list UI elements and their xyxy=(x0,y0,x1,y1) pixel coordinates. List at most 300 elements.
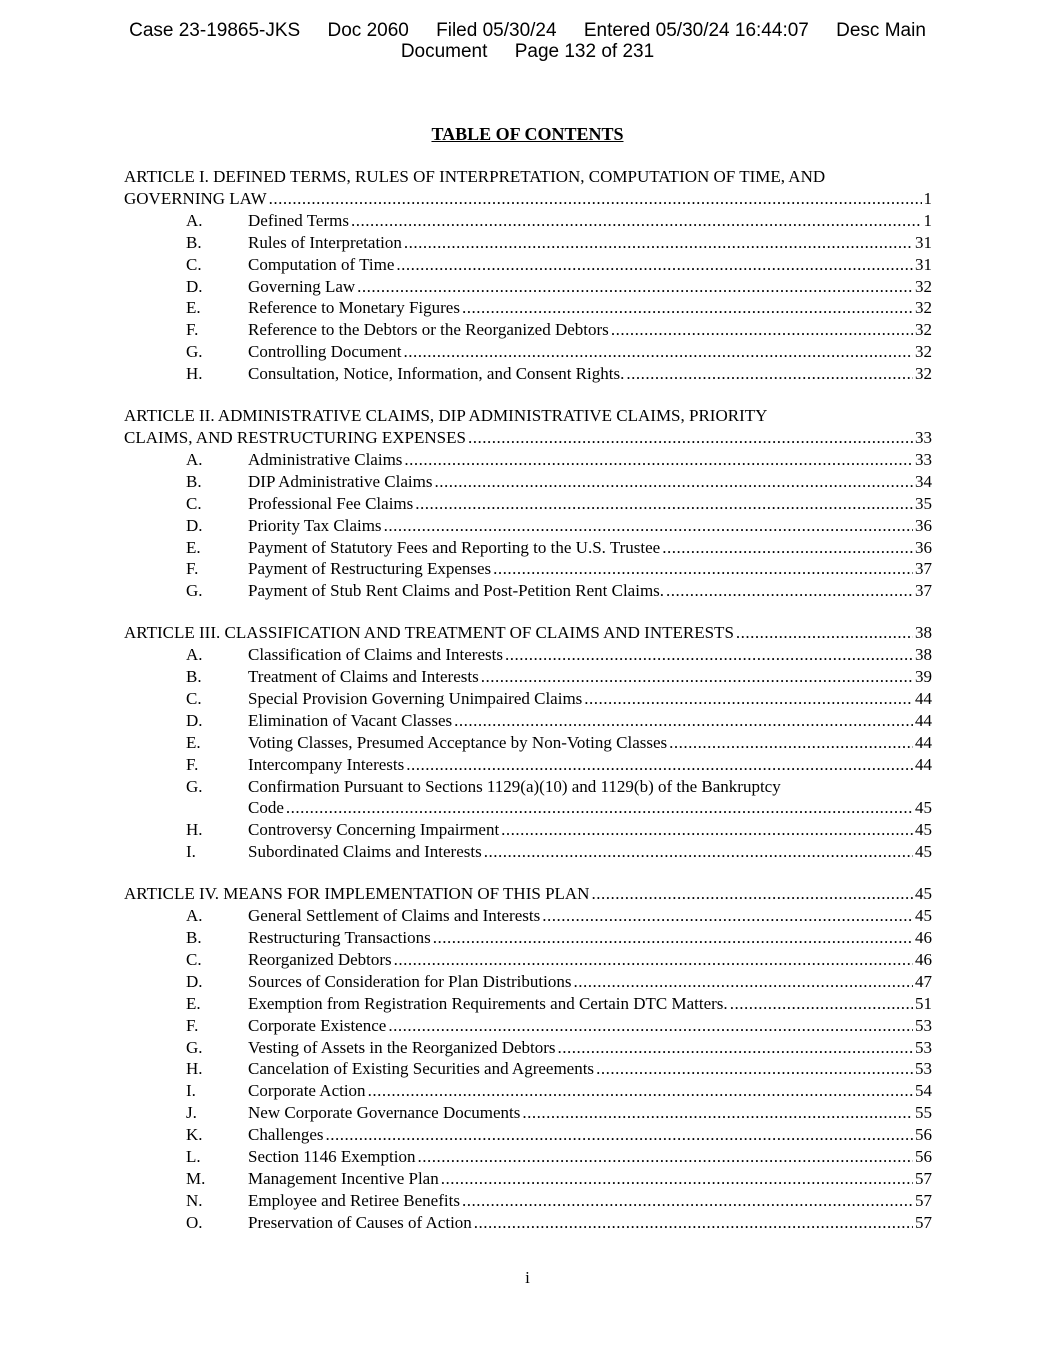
article-title: CLAIMS, AND RESTRUCTURING EXPENSES xyxy=(124,427,466,447)
section-letter: J. xyxy=(186,1103,197,1123)
article-page: 1 xyxy=(923,188,932,208)
section-letter: H. xyxy=(186,364,203,384)
section-letter: A. xyxy=(186,449,203,469)
toc-section-entry[interactable] xyxy=(124,493,932,515)
section-page: 32 xyxy=(915,342,932,362)
section-letter: F. xyxy=(186,754,199,774)
toc-title: TABLE OF CONTENTS xyxy=(431,124,624,144)
dot-leader xyxy=(730,993,913,1015)
filing-header-line-2 xyxy=(0,41,1055,62)
section-letter: D. xyxy=(186,710,203,730)
section-title: Exemption from Registration Requirements and Certain DTC Matters. xyxy=(248,993,728,1013)
dot-leader xyxy=(462,297,913,319)
section-line xyxy=(248,819,932,841)
dot-leader xyxy=(501,819,913,841)
section-page: 36 xyxy=(915,515,932,535)
section-page: 57 xyxy=(915,1190,932,1210)
toc-section-entry[interactable] xyxy=(124,1190,932,1212)
dot-leader xyxy=(394,949,913,971)
section-page: 32 xyxy=(915,276,932,296)
section-line xyxy=(248,515,932,537)
dot-leader xyxy=(591,883,913,905)
dot-leader xyxy=(558,1037,913,1059)
section-page: 53 xyxy=(915,1059,932,1079)
section-page: 53 xyxy=(915,1037,932,1057)
section-body xyxy=(248,710,932,732)
toc-section-entry[interactable] xyxy=(124,341,932,363)
article-heading[interactable] xyxy=(124,427,932,449)
section-body xyxy=(248,363,932,385)
dot-leader xyxy=(434,471,913,493)
section-body xyxy=(248,449,932,471)
section-title: Reference to the Debtors or the Reorganized Debtors xyxy=(248,320,609,340)
toc-section-entry[interactable] xyxy=(124,754,932,776)
section-body xyxy=(248,1037,932,1059)
section-body xyxy=(248,493,932,515)
section-letter: C. xyxy=(186,949,202,969)
toc-section-entry[interactable] xyxy=(124,232,932,254)
dot-leader xyxy=(368,1080,913,1102)
toc-section-entry[interactable] xyxy=(124,971,932,993)
section-title: Employee and Retiree Benefits xyxy=(248,1190,460,1210)
toc-article xyxy=(124,405,932,602)
toc-section-entry[interactable] xyxy=(124,276,932,298)
section-title: Controversy Concerning Impairment xyxy=(248,820,500,840)
document-label: Document xyxy=(400,41,488,62)
toc-section-entry[interactable] xyxy=(124,1015,932,1037)
dot-leader xyxy=(417,1146,913,1168)
section-letter: D. xyxy=(186,971,203,991)
dot-leader xyxy=(433,927,913,949)
section-page: 54 xyxy=(915,1081,932,1101)
toc-article xyxy=(124,622,932,863)
toc-section-entry[interactable] xyxy=(124,949,932,971)
section-line xyxy=(248,1080,932,1102)
toc-section-entry[interactable] xyxy=(124,297,932,319)
section-line xyxy=(248,797,932,819)
section-letter: C. xyxy=(186,688,202,708)
toc-article xyxy=(124,883,932,1234)
section-letter: K. xyxy=(186,1125,203,1145)
section-page: 35 xyxy=(915,493,932,513)
section-page: 57 xyxy=(915,1212,932,1232)
toc-section-entry[interactable] xyxy=(124,580,932,602)
section-page: 36 xyxy=(915,537,932,557)
section-body xyxy=(248,232,932,254)
section-letter: F. xyxy=(186,320,199,340)
filing-header-line-1 xyxy=(0,20,1055,41)
toc-section-entry[interactable] xyxy=(124,1168,932,1190)
section-line xyxy=(248,1058,932,1080)
toc-section-entry[interactable] xyxy=(124,515,932,537)
section-body xyxy=(248,1080,932,1102)
section-title: Restructuring Transactions xyxy=(248,928,431,947)
section-line xyxy=(248,254,932,276)
section-letter: E. xyxy=(186,732,201,752)
section-line xyxy=(248,537,932,559)
toc-section-entry[interactable] xyxy=(124,644,932,666)
toc-section-entry[interactable] xyxy=(124,666,932,688)
doc-number: Doc 2060 xyxy=(327,20,409,41)
toc-section-entry[interactable] xyxy=(124,841,932,863)
toc-section-entry[interactable] xyxy=(124,993,932,1015)
dot-leader xyxy=(396,254,913,276)
toc-section-entry[interactable] xyxy=(124,449,932,471)
toc-section-entry[interactable] xyxy=(124,558,932,580)
section-letter: D. xyxy=(186,276,203,296)
section-letter: A. xyxy=(186,210,203,230)
page-of-total: Page 132 of 231 xyxy=(514,41,655,62)
section-letter: F. xyxy=(186,1015,199,1035)
section-body xyxy=(248,1058,932,1080)
section-line xyxy=(248,493,932,515)
dot-leader xyxy=(404,232,913,254)
section-page: 31 xyxy=(915,254,932,274)
section-page: 46 xyxy=(915,928,932,947)
section-title: Preservation of Causes of Action xyxy=(248,1212,472,1232)
section-body xyxy=(248,1190,932,1212)
section-page: 37 xyxy=(915,559,932,579)
section-page: 32 xyxy=(915,364,932,384)
section-line xyxy=(248,1190,932,1212)
section-letter: I. xyxy=(186,1081,196,1101)
section-title: Payment of Stub Rent Claims and Post-Petition Rent Claims. xyxy=(248,581,665,601)
dot-leader xyxy=(441,1168,913,1190)
section-letter: M. xyxy=(186,1168,206,1188)
article-heading-line: ARTICLE I. DEFINED TERMS, RULES OF INTERPRETATION, COMPUTATION OF TIME, AND xyxy=(124,167,826,186)
section-line xyxy=(248,580,932,602)
section-title: Vesting of Assets in the Reorganized Debtors xyxy=(248,1037,556,1057)
section-title: Payment of Restructuring Expenses xyxy=(248,559,492,579)
dot-leader xyxy=(406,754,913,776)
dot-leader xyxy=(454,710,913,732)
section-body xyxy=(248,993,932,1015)
dot-leader xyxy=(584,688,913,710)
section-title: Rules of Interpretation xyxy=(248,232,402,252)
section-page: 53 xyxy=(915,1015,932,1035)
section-line xyxy=(248,732,932,754)
section-body xyxy=(248,644,932,666)
dot-leader xyxy=(384,515,913,537)
section-letter: A. xyxy=(186,906,203,926)
section-letter: C. xyxy=(186,254,202,274)
section-body xyxy=(248,732,932,754)
section-line xyxy=(248,993,932,1015)
dot-leader xyxy=(481,666,913,688)
section-line xyxy=(248,319,932,341)
section-line xyxy=(248,666,932,688)
section-letter: O. xyxy=(186,1212,203,1232)
section-body xyxy=(248,254,932,276)
section-title: Code xyxy=(248,798,284,818)
toc-section-entry[interactable] xyxy=(124,1037,932,1059)
section-body xyxy=(248,580,932,602)
section-page: 56 xyxy=(915,1147,932,1167)
section-line xyxy=(248,754,932,776)
section-title: Subordinated Claims and Interests xyxy=(248,842,482,862)
article-heading-line: ARTICLE II. ADMINISTRATIVE CLAIMS, DIP ADMINISTRATIVE CLAIMS, PRIORITY xyxy=(124,406,768,426)
toc-section-entry[interactable] xyxy=(124,732,932,754)
case-number: Case 23-19865-JKS xyxy=(129,20,301,41)
section-page: 44 xyxy=(915,710,932,730)
section-page: 45 xyxy=(915,820,932,840)
section-body xyxy=(248,515,932,537)
toc-section-entry[interactable] xyxy=(124,819,932,841)
dot-leader xyxy=(462,1190,913,1212)
section-page: 47 xyxy=(915,971,932,991)
article-heading[interactable] xyxy=(124,622,932,644)
section-page: 51 xyxy=(915,993,932,1013)
section-body xyxy=(248,666,932,688)
dot-leader xyxy=(596,1058,913,1080)
section-letter: E. xyxy=(186,537,201,557)
section-body xyxy=(248,776,932,820)
section-title: Treatment of Claims and Interests xyxy=(248,667,479,687)
page-number: i xyxy=(525,1268,530,1287)
section-page: 37 xyxy=(915,581,932,601)
dot-leader xyxy=(522,1102,913,1124)
section-page: 45 xyxy=(915,842,932,862)
section-line xyxy=(248,558,932,580)
section-body xyxy=(248,297,932,319)
section-line xyxy=(248,644,932,666)
section-letter: E. xyxy=(186,298,201,318)
section-page: 38 xyxy=(915,645,932,665)
dot-leader xyxy=(357,276,913,298)
section-title: Priority Tax Claims xyxy=(248,515,382,535)
dot-leader xyxy=(493,558,913,580)
section-title: Computation of Time xyxy=(248,254,395,274)
section-body xyxy=(248,1102,932,1124)
section-title: Defined Terms xyxy=(248,210,349,230)
section-letter: G. xyxy=(186,1037,203,1057)
article-title: GOVERNING LAW xyxy=(124,188,267,208)
section-letter: B. xyxy=(186,928,202,947)
section-body xyxy=(248,688,932,710)
section-title: Cancelation of Existing Securities and Agreements xyxy=(248,1059,595,1079)
dot-leader xyxy=(626,363,913,385)
section-letter: H. xyxy=(186,1059,203,1079)
section-letter: B. xyxy=(186,232,202,252)
section-body xyxy=(248,1212,932,1234)
dot-leader xyxy=(326,1124,913,1146)
dot-leader xyxy=(474,1212,913,1234)
dot-leader xyxy=(666,580,913,602)
section-page: 34 xyxy=(915,471,932,491)
section-line xyxy=(248,449,932,471)
section-line xyxy=(248,710,932,732)
filed-date: Filed 05/30/24 xyxy=(436,20,557,41)
dot-leader xyxy=(669,732,913,754)
toc-section-entry[interactable] xyxy=(124,210,932,232)
section-letter: G. xyxy=(186,581,203,601)
dot-leader xyxy=(542,905,913,927)
section-title: Reference to Monetary Figures xyxy=(248,298,460,318)
section-page: 44 xyxy=(915,754,932,774)
section-page: 45 xyxy=(915,906,932,926)
section-title: Special Provision Governing Unimpaired Claims xyxy=(248,688,583,708)
toc-section-entry[interactable] xyxy=(124,1212,932,1234)
dot-leader xyxy=(468,427,913,449)
section-title: Classification of Claims and Interests xyxy=(248,645,503,665)
toc-section-entry[interactable] xyxy=(124,927,932,949)
section-title: General Settlement of Claims and Interests xyxy=(248,906,541,926)
section-title: Management Incentive Plan xyxy=(248,1168,439,1188)
article-title: ARTICLE III. CLASSIFICATION AND TREATMENT OF CLAIMS AND INTERESTS xyxy=(124,623,734,643)
section-letter: L. xyxy=(186,1147,201,1167)
toc-section-entry[interactable] xyxy=(124,319,932,341)
section-page: 55 xyxy=(915,1103,932,1123)
toc-section-entry[interactable] xyxy=(124,688,932,710)
article-title: ARTICLE IV. MEANS FOR IMPLEMENTATION OF THIS PLAN xyxy=(124,884,590,904)
section-page: 32 xyxy=(915,320,932,340)
dot-leader xyxy=(415,493,913,515)
toc-section-entry[interactable] xyxy=(124,1102,932,1124)
section-body xyxy=(248,841,932,863)
toc-section-entry[interactable] xyxy=(124,254,932,276)
section-title: DIP Administrative Claims xyxy=(248,471,433,491)
toc-section-entry[interactable] xyxy=(124,1058,932,1080)
section-title: Reorganized Debtors xyxy=(248,949,392,969)
section-letter: I. xyxy=(186,842,196,862)
section-line xyxy=(248,971,932,993)
section-title: New Corporate Governance Documents xyxy=(248,1103,521,1123)
dot-leader xyxy=(286,797,913,819)
section-title-line: Confirmation Pursuant to Sections 1129(a)(10) and 1129(b) of the Bankruptcy xyxy=(248,776,781,796)
section-letter: D. xyxy=(186,515,203,535)
section-title: Governing Law xyxy=(248,276,356,296)
section-line xyxy=(248,297,932,319)
section-line xyxy=(248,1102,932,1124)
toc-section-entry[interactable] xyxy=(124,1146,932,1168)
section-line xyxy=(248,471,932,493)
section-body xyxy=(248,1168,932,1190)
section-line xyxy=(248,210,932,232)
section-page: 45 xyxy=(915,798,932,818)
section-letter: H. xyxy=(186,820,203,840)
article-page: 33 xyxy=(915,427,932,447)
section-letter: E. xyxy=(186,993,201,1013)
section-line xyxy=(248,905,932,927)
section-title: Corporate Action xyxy=(248,1081,366,1101)
section-page: 1 xyxy=(923,210,932,230)
section-body xyxy=(248,819,932,841)
section-body xyxy=(248,754,932,776)
section-body xyxy=(248,471,932,493)
section-page: 56 xyxy=(915,1125,932,1145)
article-page: 38 xyxy=(915,623,932,643)
section-page: 44 xyxy=(915,688,932,708)
section-line xyxy=(248,927,932,949)
section-page: 44 xyxy=(915,732,932,752)
section-line xyxy=(248,841,932,863)
section-letter: G. xyxy=(186,776,203,796)
section-body xyxy=(248,558,932,580)
toc-section-entry[interactable] xyxy=(124,1080,932,1102)
toc-section-entry[interactable] xyxy=(124,1124,932,1146)
section-title: Payment of Statutory Fees and Reporting to the U.S. Trustee xyxy=(248,537,661,557)
section-line xyxy=(248,1124,932,1146)
section-title: Administrative Claims xyxy=(248,449,403,469)
dot-leader xyxy=(611,319,913,341)
dot-leader xyxy=(573,971,913,993)
section-body xyxy=(248,210,932,232)
entered-date: Entered 05/30/24 16:44:07 xyxy=(583,20,809,41)
dot-leader xyxy=(269,188,922,210)
section-body xyxy=(248,905,932,927)
section-line xyxy=(248,1212,932,1234)
section-page: 33 xyxy=(915,449,932,469)
section-title: Elimination of Vacant Classes xyxy=(248,710,453,730)
section-letter: B. xyxy=(186,667,202,687)
article-page: 45 xyxy=(915,884,932,904)
section-title: Section 1146 Exemption xyxy=(248,1147,416,1167)
section-page: 32 xyxy=(915,298,932,318)
section-line xyxy=(248,1037,932,1059)
section-line xyxy=(248,1015,932,1037)
section-body xyxy=(248,1146,932,1168)
section-letter: C. xyxy=(186,493,202,513)
dot-leader xyxy=(388,1015,913,1037)
toc-section-entry[interactable] xyxy=(124,776,932,820)
section-title: Consultation, Notice, Information, and Consent Rights. xyxy=(248,364,625,384)
section-letter: G. xyxy=(186,342,203,362)
section-letter: F. xyxy=(186,559,199,579)
section-page: 31 xyxy=(915,232,932,252)
section-line xyxy=(248,276,932,298)
section-line xyxy=(248,688,932,710)
section-body xyxy=(248,1124,932,1146)
dot-leader xyxy=(351,210,922,232)
toc-section-entry[interactable] xyxy=(124,363,932,385)
toc-section-entry[interactable] xyxy=(124,537,932,559)
toc-section-entry[interactable] xyxy=(124,471,932,493)
section-line xyxy=(248,1146,932,1168)
section-body xyxy=(248,1015,932,1037)
dot-leader xyxy=(484,841,913,863)
section-body xyxy=(248,971,932,993)
filing-header xyxy=(0,20,1055,62)
section-title: Intercompany Interests xyxy=(248,754,405,774)
section-letter: B. xyxy=(186,471,202,491)
toc-section-entry[interactable] xyxy=(124,710,932,732)
section-body xyxy=(248,537,932,559)
dot-leader xyxy=(404,449,913,471)
section-letter: N. xyxy=(186,1190,203,1210)
section-title: Professional Fee Claims xyxy=(248,493,414,513)
toc-article xyxy=(124,166,932,385)
article-heading[interactable] xyxy=(124,883,932,905)
section-title: Challenges xyxy=(248,1125,324,1145)
section-page: 39 xyxy=(915,667,932,687)
section-line xyxy=(248,1168,932,1190)
section-body xyxy=(248,276,932,298)
section-line xyxy=(248,363,932,385)
toc-section-entry[interactable] xyxy=(124,905,932,927)
section-line xyxy=(248,949,932,971)
section-title: Controlling Document xyxy=(248,342,402,362)
section-body xyxy=(248,949,932,971)
table-of-contents xyxy=(124,166,932,1254)
description: Desc Main xyxy=(836,20,926,41)
section-line xyxy=(248,341,932,363)
section-title: Sources of Consideration for Plan Distributions xyxy=(248,971,572,991)
dot-leader xyxy=(736,622,913,644)
section-title: Voting Classes, Presumed Acceptance by Non-Voting Classes xyxy=(248,732,668,752)
dot-leader xyxy=(403,341,913,363)
section-page: 46 xyxy=(915,949,932,969)
article-heading[interactable] xyxy=(124,188,932,210)
